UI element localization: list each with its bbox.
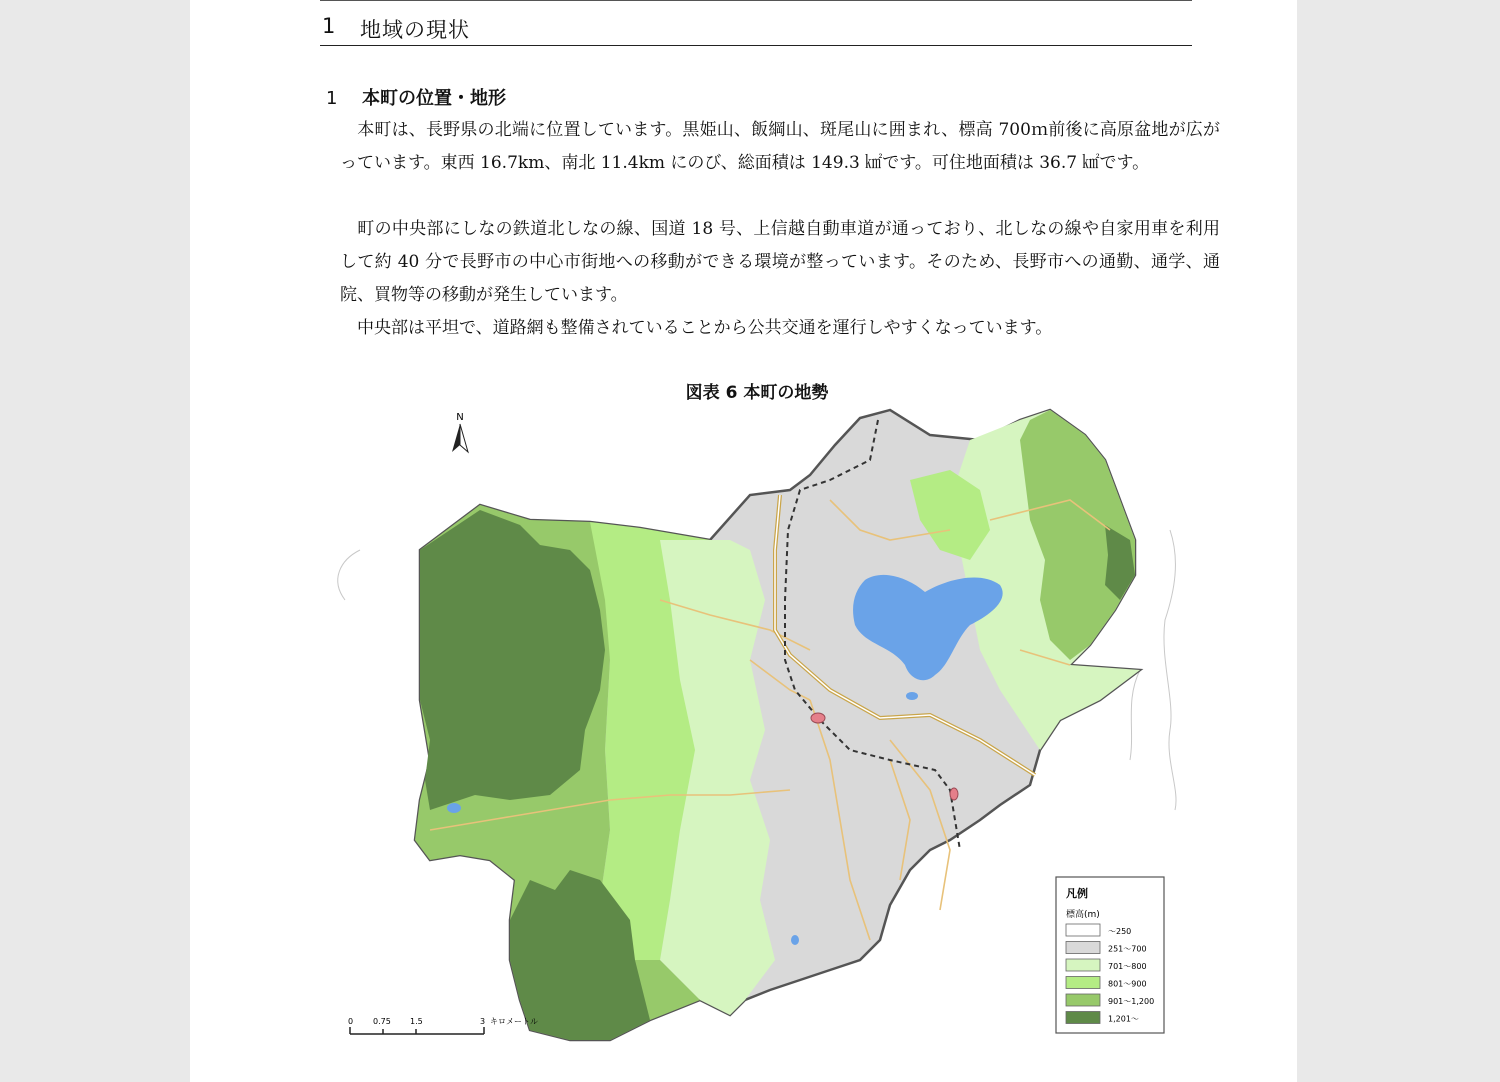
scale-tick-3: 3 xyxy=(480,1017,486,1026)
legend-swatch xyxy=(1066,994,1100,1006)
figure-caption: 図表 6 本町の地勢 xyxy=(685,383,829,403)
section-number: 1 xyxy=(326,88,338,109)
legend-label: 251～700 xyxy=(1108,944,1147,954)
paragraph-transport: 町の中央部にしなの鉄道北しなの線、国道 18 号、上信越自動車道が通っており、北しなの線や自家用車を利用して約 40 分で長野市の中心市街地への移動ができる環境が整っています。そのため、長野市への通勤、通学、通院、買物等の移動が発生しています。 xyxy=(340,219,1220,305)
scale-tick-15: 1.5 xyxy=(410,1017,423,1026)
paragraph-terrain: 中央部は平坦で、道路網も整備されていることから公共交通を運行しやすくなっています。 xyxy=(340,318,1053,338)
legend-swatch xyxy=(1066,959,1100,971)
legend-label: ～250 xyxy=(1108,927,1132,936)
document-page xyxy=(190,0,1297,1082)
scale-tick-0: 0 xyxy=(348,1017,354,1026)
paragraph-location: 本町は、長野県の北端に位置しています。黒姫山、飯綱山、斑尾山に囲まれ、標高 700ｍ前後に高原盆地が広がっています。東西 16.7km、南北 11.4km にのび、総面積は 149.3 ㎢です。可住地面積は 36.7 ㎢です。 xyxy=(340,120,1220,173)
legend-label: 901～1,200 xyxy=(1108,997,1155,1006)
station-kurohime xyxy=(811,713,825,723)
pond-3 xyxy=(791,935,799,945)
north-arrow-icon xyxy=(452,412,468,452)
map-legend xyxy=(1056,877,1164,1033)
legend-subtitle: 標高(m) xyxy=(1066,910,1100,920)
section-title: 本町の位置・地形 xyxy=(362,88,506,109)
chapter-heading xyxy=(320,12,1192,46)
legend-title: 凡例 xyxy=(1066,887,1088,900)
north-label: N xyxy=(456,412,464,423)
terrain-map xyxy=(190,400,1297,1082)
pond-2 xyxy=(447,803,461,813)
legend-label: 1,201～ xyxy=(1108,1014,1139,1024)
scale-tick-075: 0.75 xyxy=(373,1017,391,1026)
chapter-title: 地域の現状 xyxy=(360,18,470,42)
scale-bar xyxy=(348,1017,538,1034)
legend-swatch xyxy=(1066,942,1100,954)
pond-1 xyxy=(906,692,918,700)
chapter-number: 1 xyxy=(322,14,337,38)
legend-swatch xyxy=(1066,1012,1100,1024)
section-heading xyxy=(326,84,506,110)
legend-label: 701～800 xyxy=(1108,962,1147,971)
station-furuma xyxy=(950,788,958,800)
legend-swatch xyxy=(1066,977,1100,989)
top-rule xyxy=(320,0,1192,1)
scale-unit: キロメートル xyxy=(490,1017,538,1026)
legend-label: 801～900 xyxy=(1108,979,1147,989)
legend-swatch xyxy=(1066,924,1100,936)
